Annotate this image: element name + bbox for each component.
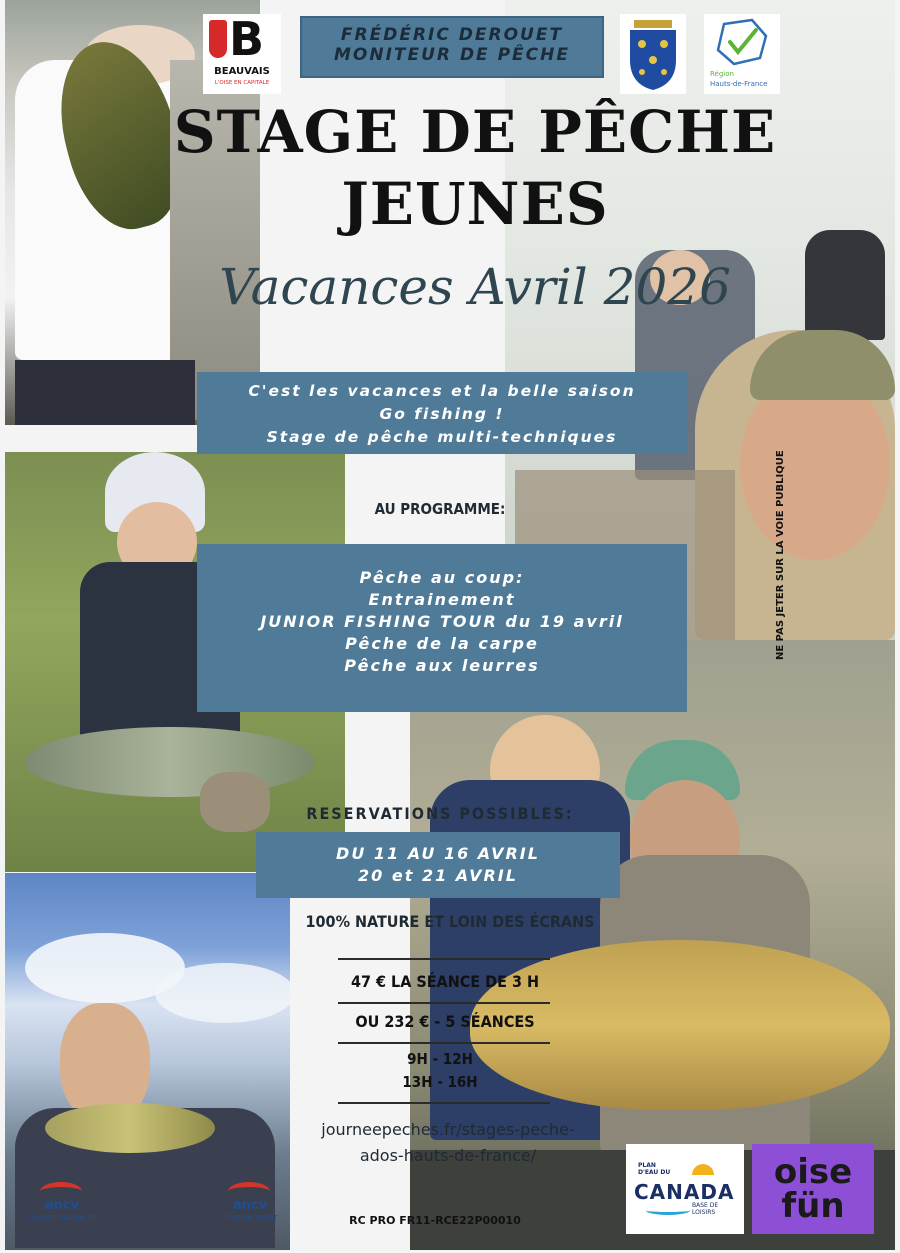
website-line1[interactable]: journeepeches.fr/stages-peche- [321, 1120, 575, 1139]
price-session: 47 € LA SÉANCE DE 3 H [350, 972, 540, 991]
instructor-role: MONITEUR DE PÊCHE [334, 45, 570, 65]
oise-fun-line1: oise [773, 1152, 853, 1192]
region-logo [704, 14, 780, 94]
nature-tagline: 100% NATURE ET LOIN DES ÉCRANS [305, 912, 595, 931]
coat-of-arms-logo [620, 14, 686, 94]
title-line1: STAGE DE PÊCHE [173, 98, 777, 166]
programme-item: Pêche de la carpe [345, 634, 539, 653]
hours-morning: 9H - 12H [407, 1050, 473, 1068]
programme-box [197, 544, 687, 712]
price-rule-bottom [338, 1042, 550, 1044]
website-line2[interactable]: ados-hauts-de-france/ [359, 1146, 537, 1165]
price-rule-mid [338, 1002, 550, 1004]
beauvais-tagline: L'OISE EN CAPITALE [214, 80, 270, 86]
intro-line: Go fishing ! [379, 405, 505, 423]
beauvais-name: BEAUVAIS [214, 66, 270, 77]
canada-name: CANADA [634, 1180, 735, 1204]
ancv-brand: ancv [232, 1198, 268, 1213]
rc-pro: RC PRO FR11-RCE22P00010 [349, 1214, 521, 1227]
programme-item: JUNIOR FISHING TOUR du 19 avril [260, 612, 624, 631]
coat-of-arms-icon [620, 14, 686, 94]
title-script: Vacances Avril 2026 [219, 258, 731, 316]
beauvais-letter: B [229, 12, 265, 66]
reservation-date: DU 11 AU 16 AVRIL [336, 844, 540, 863]
programme-item: Pêche aux leurres [344, 656, 540, 675]
programme-item: Entrainement [368, 590, 516, 609]
instructor-box [300, 16, 604, 78]
instructor-name: FRÉDÉRIC DEROUET [340, 25, 564, 45]
intro-box [197, 372, 687, 454]
side-note: NE PAS JETER SUR LA VOIE PUBLIQUE [775, 450, 786, 660]
beauvais-shield-icon [209, 20, 227, 58]
reservations-heading: RESERVATIONS POSSIBLES: [306, 804, 574, 823]
canada-logo [626, 1144, 744, 1234]
region-map-icon [704, 14, 780, 69]
intro-line: C'est les vacances et la belle saison [248, 382, 636, 400]
beauvais-logo [203, 14, 281, 94]
price-package: OU 232 € - 5 SÉANCES [355, 1012, 535, 1031]
intro-line: Stage de pêche multi-techniques [266, 428, 618, 446]
reservation-date: 20 et 21 AVRIL [358, 866, 518, 885]
programme-item: Pêche au coup: [359, 568, 525, 587]
region-line1: Région [710, 70, 734, 78]
wave-icon [646, 1206, 690, 1215]
sun-icon [692, 1164, 714, 1175]
ancv-cheque-logo [22, 1180, 102, 1230]
hours-afternoon: 13H - 16H [402, 1073, 478, 1091]
oise-fun-line2: fün [781, 1186, 845, 1226]
hours-rule [338, 1102, 550, 1104]
region-line2: Hauts-de-France [710, 80, 768, 88]
canada-base: BASE DE LOISIRS [692, 1202, 719, 1216]
programme-heading: AU PROGRAMME: [374, 500, 506, 518]
price-rule-top [338, 958, 550, 960]
title-line2: JEUNES [341, 170, 609, 238]
ancv-coupon-logo [210, 1180, 290, 1230]
ancv-label: CHÈQUE-VACANCES [27, 1214, 97, 1222]
ancv-brand: ancv [44, 1198, 80, 1213]
canada-top: PLAN D'EAU DU [638, 1162, 671, 1176]
reservations-box [256, 832, 620, 898]
oise-fun-logo [752, 1144, 874, 1234]
ancv-label: COUPON SPORT [222, 1214, 278, 1222]
